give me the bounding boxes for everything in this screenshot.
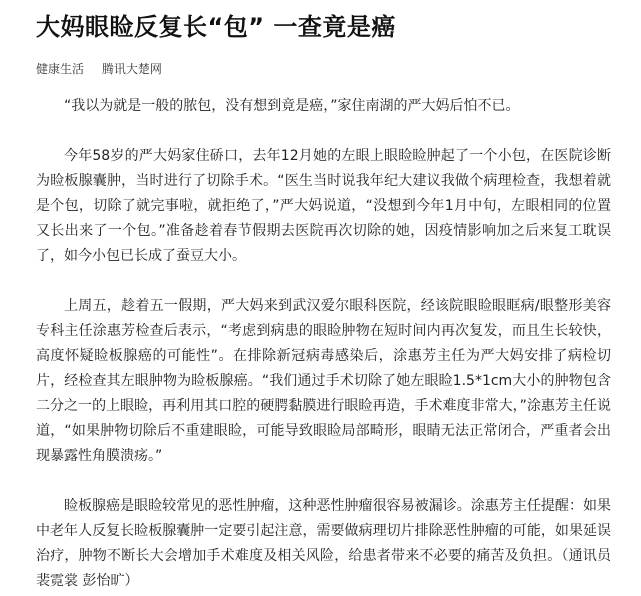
body-paragraph: “我以为就是一般的脓包，没有想到竟是癌，”家住南湖的严大妈后怕不已。 <box>64 98 520 114</box>
article-title: 大妈眼睑反复长“包” 一查竟是癌 <box>36 13 396 41</box>
article-category[interactable]: 健康生活 <box>36 62 85 76</box>
article-source[interactable]: 腾讯大楚网 <box>101 62 162 76</box>
body-paragraph: 上周五，趁着五一假期，严大妈来到武汉爱尔眼科医院，经该院眼睑眼眶病/眼整形美容专科主任涂惠芳检查后表示，“考虑到病患的眼睑肿物在短时间内再次复发，而且生长较快，高度怀疑睑板腺癌的可能性”。在排除新冠病毒感染后，涂惠芳主任为严大妈安排了病检切片，经检查其左眼肿物为睑板腺癌。“我们通过手术切除了她左眼睑1.5*1cm大小的肿物包含二分之一的上眼睑，再利用其口腔的硬腭黏膜进行眼睑再造，手术难度非常大，”涂惠芳主任说道，“如果肿物切除后不重建眼睑，可能导致眼睑局部畸形，眼睛无法正常闭合，严重者会出现暴露性角膜溃疡。” <box>36 298 611 464</box>
body-paragraph: 今年58岁的严大妈家住硚口，去年12月她的左眼上眼睑睑肿起了一个小包，在医院诊断为睑板腺囊肿，当时进行了切除手术。“医生当时说我年纪大建议我做个病理检查，我想着就是个包，切除了就完事啦，就拒绝了，”严大妈说道，“没想到今年1月中旬，左眼相同的位置又长出来了一个包。”准备趁着春节假期去医院再次切除的她，因疫情影响加之后来复工耽误了，如今小包已长成了蚕豆大小。 <box>36 148 611 264</box>
article-byline: （通讯员 裴霓裳 彭怡旷） <box>36 548 612 589</box>
article-meta <box>36 60 611 78</box>
body-paragraph <box>36 494 611 594</box>
article-body <box>36 94 611 594</box>
body-paragraph-text: 睑板腺癌是眼睑较常见的恶性肿瘤，这种恶性肿瘤很容易被漏诊。涂惠芳主任提醒：如果中老年人反复长睑板腺囊肿一定要引起注意，需要做病理切片排除恶性肿瘤的可能，如果延误治疗，肿物不断长大会增加手术难度及相关风险，给患者带来不必要的痛苦及负担。 <box>36 498 611 564</box>
